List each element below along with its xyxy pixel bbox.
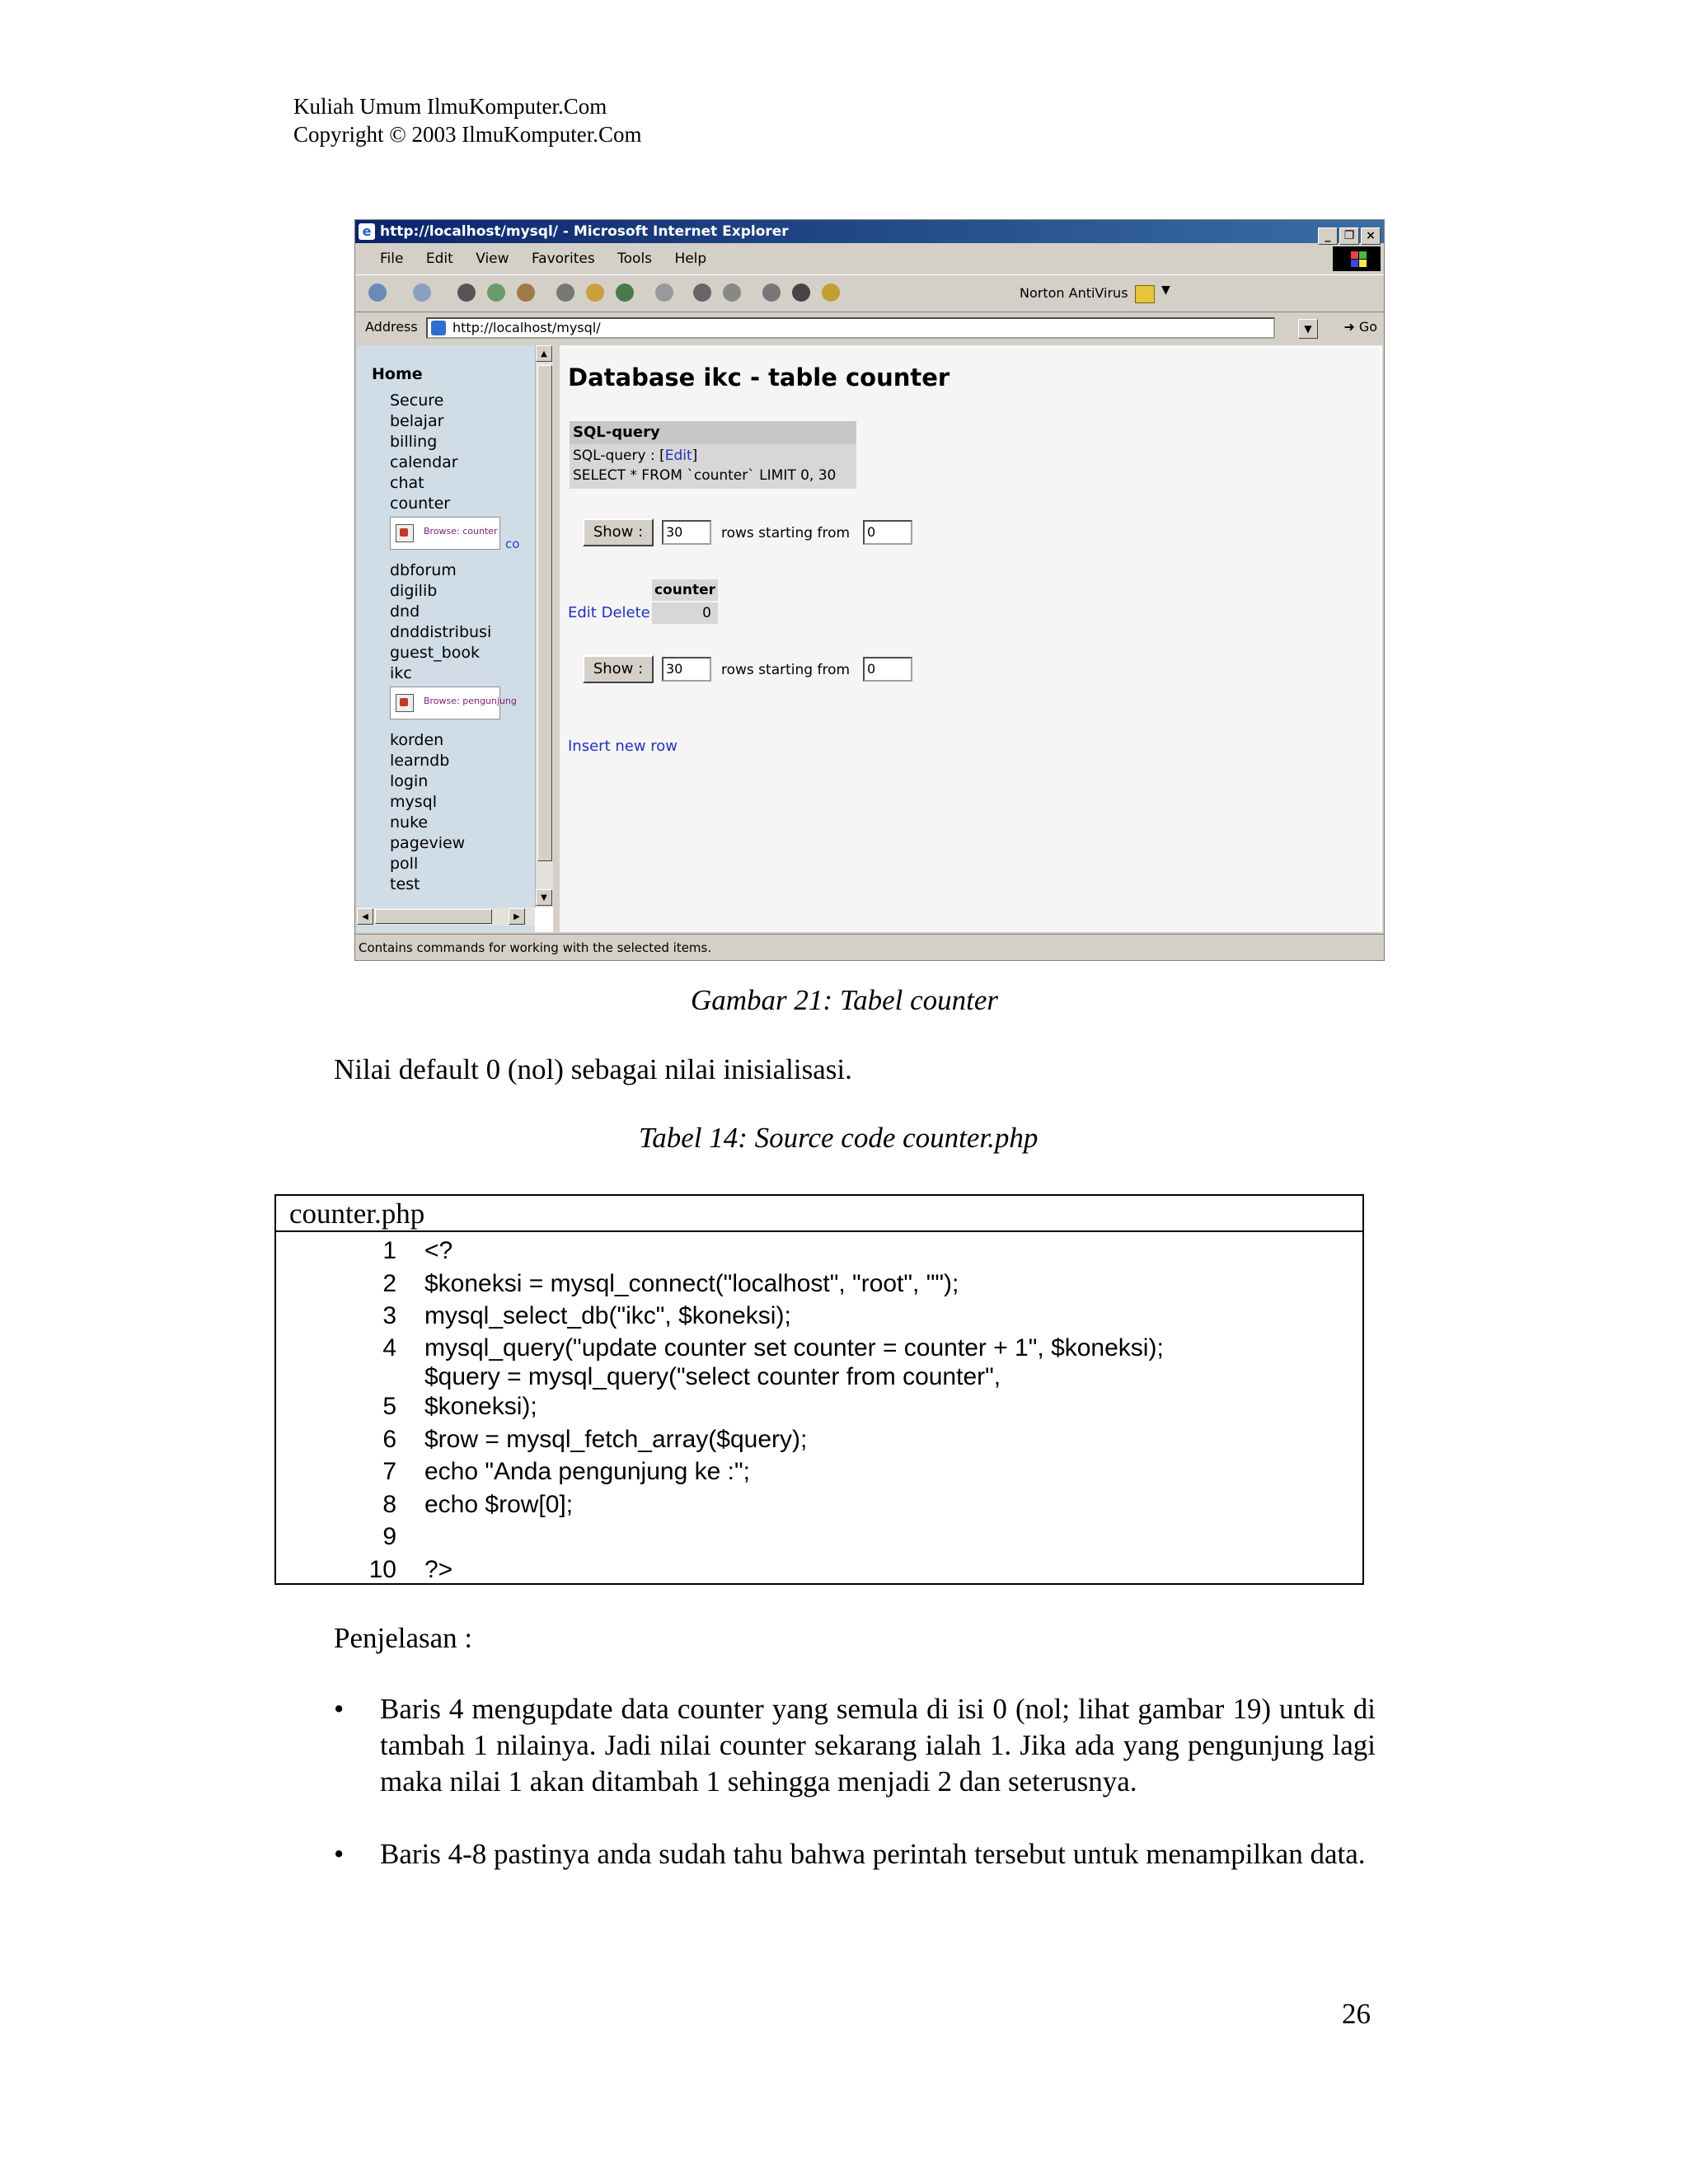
code-line: echo $row[0]; xyxy=(424,1491,574,1518)
line-number: 5 xyxy=(382,1393,396,1420)
close-icon[interactable]: × xyxy=(1361,227,1381,245)
show-button[interactable]: Show : xyxy=(583,518,654,546)
nav-item[interactable]: nuke xyxy=(390,813,429,832)
sql-query-suffix: ] xyxy=(692,448,698,464)
line-number: 9 xyxy=(382,1523,396,1550)
page-icon xyxy=(431,321,446,335)
nav-item[interactable]: korden xyxy=(390,731,444,749)
start-input[interactable]: 0 xyxy=(863,520,912,545)
nav-item[interactable]: Secure xyxy=(390,391,444,410)
row-actions xyxy=(568,604,650,621)
code-line: $row = mysql_fetch_array($query); xyxy=(424,1426,808,1453)
go-label: Go xyxy=(1358,319,1377,335)
menu-file[interactable]: File xyxy=(380,251,404,267)
window-title: http://localhost/mysql/ - Microsoft Internet Explorer xyxy=(380,223,789,240)
home-icon[interactable] xyxy=(517,284,535,302)
nav-sub-counter[interactable] xyxy=(390,517,500,550)
nav-item[interactable]: chat xyxy=(390,474,424,492)
page-title: Database ikc - table counter xyxy=(568,363,950,391)
scroll-up-icon[interactable]: ▲ xyxy=(536,345,552,362)
nav-co-text: co xyxy=(505,537,520,551)
section-label: Penjelasan : xyxy=(334,1622,473,1654)
address-bar xyxy=(355,312,1384,345)
nav-item[interactable]: poll xyxy=(390,855,419,873)
line-number: 6 xyxy=(382,1426,396,1453)
menu-edit[interactable]: Edit xyxy=(425,251,453,267)
nav-sub-label: Browse: pengunjung xyxy=(424,696,517,706)
nav-item[interactable]: dnd xyxy=(390,602,420,621)
toolbar xyxy=(355,274,1384,312)
nav-sub-label: Browse: counter xyxy=(424,526,498,537)
frame-divider[interactable] xyxy=(553,345,560,932)
nav-item[interactable]: belajar xyxy=(390,412,444,430)
browser-screenshot xyxy=(354,219,1385,961)
nav-horizontal-scrollbar[interactable] xyxy=(357,907,535,926)
sql-query-box xyxy=(570,421,856,489)
bullet-item xyxy=(334,1691,1376,1840)
sql-query-header: SQL-query xyxy=(570,421,856,444)
code-line: $query = mysql_query("select counter from counter", xyxy=(424,1363,1001,1390)
status-bar: Contains commands for working with the selected items. xyxy=(355,934,1384,960)
start-input[interactable]: 0 xyxy=(863,657,912,682)
code-line: mysql_select_db("ikc", $koneksi); xyxy=(424,1302,791,1329)
discuss-icon[interactable] xyxy=(762,284,781,302)
edit-page-icon[interactable] xyxy=(723,284,741,302)
restore-icon[interactable]: ❐ xyxy=(1339,227,1359,245)
menu-help[interactable]: Help xyxy=(674,251,707,267)
nav-vertical-scrollbar[interactable] xyxy=(535,345,554,907)
line-number: 1 xyxy=(382,1237,396,1264)
nav-item[interactable]: learndb xyxy=(390,752,450,770)
bullet-text: Baris 4 mengupdate data counter yang semula di isi 0 (nol; lihat gambar 19) untuk di tambah 1 nilainya. Jadi nilai counter sekarang ialah 1. Jika ada yang pengunjung lagi maka nilai 1 akan ditambah 1 sehingga menjadi 2 dan seterusnya. xyxy=(380,1693,1376,1797)
code-line: $koneksi = mysql_connect("localhost", "root", ""); xyxy=(424,1270,959,1297)
code-table xyxy=(274,1194,1364,1585)
code-line: <? xyxy=(424,1237,453,1264)
header-line-2: Copyright © 2003 IlmuKomputer.Com xyxy=(293,122,642,147)
line-number: 7 xyxy=(382,1458,396,1485)
back-icon[interactable] xyxy=(368,284,387,302)
code-table-title: counter.php xyxy=(276,1196,1362,1232)
bullet-icon: • xyxy=(334,1838,345,1870)
code-line: echo "Anda pengunjung ke :"; xyxy=(424,1458,750,1485)
mail-icon[interactable] xyxy=(655,284,673,302)
sql-query-line xyxy=(573,448,697,464)
document-header xyxy=(293,92,642,148)
main-frame xyxy=(560,345,1381,932)
nav-item[interactable]: test xyxy=(390,875,420,893)
nav-sub-ikc[interactable] xyxy=(390,687,517,719)
nav-item[interactable]: calendar xyxy=(390,453,458,471)
rows-label: rows starting from xyxy=(721,525,851,541)
scroll-left-icon[interactable]: ◀ xyxy=(357,908,373,925)
forward-icon[interactable] xyxy=(413,284,431,302)
windows-logo-icon xyxy=(1333,246,1381,271)
menu-favorites[interactable]: Favorites xyxy=(531,251,595,267)
bullet-item xyxy=(334,1836,1376,1910)
address-input[interactable] xyxy=(426,317,1275,339)
norton-antivirus-label[interactable]: Norton AntiVirus xyxy=(1020,285,1128,301)
internet-explorer-icon: e xyxy=(359,223,375,240)
scroll-thumb[interactable] xyxy=(375,909,492,924)
window-titlebar xyxy=(355,220,1384,243)
sql-statement: SELECT * FROM `counter` LIMIT 0, 30 xyxy=(573,467,837,484)
browser-content xyxy=(357,345,1382,932)
norton-icon[interactable] xyxy=(1135,285,1155,303)
insert-row-link[interactable]: Insert new row xyxy=(568,738,678,755)
menu-bar xyxy=(355,245,1384,273)
edit-row-link[interactable]: Edit xyxy=(568,604,597,621)
refresh-icon[interactable] xyxy=(487,284,505,302)
rows-label: rows starting from xyxy=(721,662,851,678)
nav-item[interactable]: counter xyxy=(390,494,451,513)
nav-home-link[interactable]: Home xyxy=(372,365,423,383)
bullet-icon: • xyxy=(334,1693,345,1725)
print-icon[interactable] xyxy=(693,284,711,302)
scroll-down-icon[interactable]: ▼ xyxy=(536,889,552,906)
scroll-right-icon[interactable]: ▶ xyxy=(509,908,525,925)
history-icon[interactable] xyxy=(616,284,634,302)
search-icon[interactable] xyxy=(556,284,574,302)
result-column-header: counter xyxy=(652,579,718,601)
nav-item[interactable]: dnddistribusi xyxy=(390,623,492,641)
menu-view[interactable]: View xyxy=(476,251,509,267)
minimize-icon[interactable]: _ xyxy=(1318,227,1338,245)
nav-item[interactable]: guest_book xyxy=(390,644,480,662)
header-line-1: Kuliah Umum IlmuKomputer.Com xyxy=(293,94,607,119)
scroll-thumb[interactable] xyxy=(537,365,552,861)
nav-item[interactable]: digilib xyxy=(390,582,438,600)
delete-row-link[interactable]: Delete xyxy=(601,604,650,621)
nav-frame xyxy=(357,345,535,932)
browse-icon xyxy=(396,524,414,542)
nav-item[interactable]: billing xyxy=(390,433,438,451)
line-number: 2 xyxy=(382,1270,396,1297)
code-line: mysql_query("update counter set counter = counter + 1", $koneksi); xyxy=(424,1334,1164,1361)
address-url: http://localhost/mysql/ xyxy=(452,320,601,335)
nav-item[interactable]: mysql xyxy=(390,793,437,811)
rows-input[interactable]: 30 xyxy=(662,657,711,682)
figure-caption: Gambar 21: Tabel counter xyxy=(691,984,999,1016)
nav-item[interactable]: pageview xyxy=(390,834,466,852)
lightning-icon[interactable] xyxy=(822,284,840,302)
nav-item[interactable]: login xyxy=(390,772,429,790)
sql-query-prefix: SQL-query : [ xyxy=(573,448,665,464)
show-button[interactable]: Show : xyxy=(583,655,654,683)
stop-icon[interactable] xyxy=(457,284,476,302)
line-number: 10 xyxy=(368,1556,396,1583)
address-label: Address xyxy=(365,319,418,335)
sql-edit-link[interactable]: Edit xyxy=(664,448,692,464)
rows-input[interactable]: 30 xyxy=(662,520,711,545)
result-value: 0 xyxy=(652,602,718,624)
page-number: 26 xyxy=(1342,1998,1371,2030)
go-button[interactable]: ➜ Go xyxy=(1343,319,1377,335)
menu-tools[interactable]: Tools xyxy=(617,251,653,267)
paragraph: Nilai default 0 (nol) sebagai nilai inisialisasi. xyxy=(334,1053,852,1085)
messenger-icon[interactable] xyxy=(792,284,810,302)
line-number: 4 xyxy=(382,1334,396,1361)
code-line: $koneksi); xyxy=(424,1393,537,1420)
browse-icon xyxy=(396,694,414,712)
table-caption: Tabel 14: Source code counter.php xyxy=(639,1122,1039,1154)
favorites-icon[interactable] xyxy=(586,284,604,302)
line-number: 8 xyxy=(382,1491,396,1518)
window-controls xyxy=(1316,223,1381,246)
bullet-text: Baris 4-8 pastinya anda sudah tahu bahwa perintah tersebut untuk menampilkan data. xyxy=(380,1838,1366,1870)
code-line: ?> xyxy=(424,1556,453,1583)
nav-item[interactable]: dbforum xyxy=(390,561,457,579)
chevron-down-icon[interactable]: ▼ xyxy=(1161,284,1170,297)
address-dropdown-icon[interactable]: ▼ xyxy=(1298,319,1318,339)
line-number: 3 xyxy=(382,1302,396,1329)
nav-item[interactable]: ikc xyxy=(390,664,412,682)
